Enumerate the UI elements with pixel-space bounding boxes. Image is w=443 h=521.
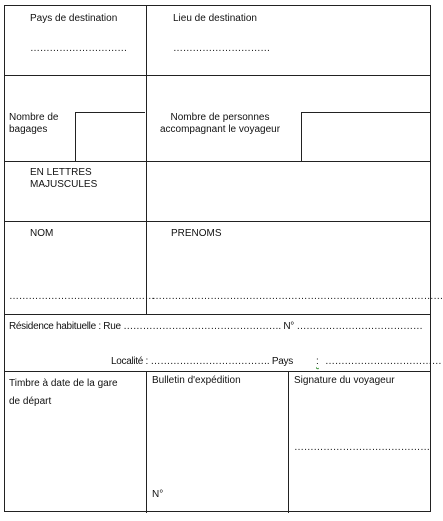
- traveler-signature-field[interactable]: ……………………………………: [294, 442, 430, 453]
- divider-vertical-footer-left: [146, 371, 147, 513]
- destination-place-field[interactable]: …………………………: [173, 43, 271, 54]
- divider-after-capitals-note: [5, 221, 430, 222]
- companions-count-box-side: [301, 112, 302, 161]
- destination-place-label: Lieu de destination: [173, 13, 257, 24]
- traveler-signature-label: Signature du voyageur: [294, 375, 395, 386]
- divider-vertical-upper: [146, 6, 147, 315]
- residence-country-colon: :: [316, 356, 319, 367]
- destination-country-field[interactable]: …………………………: [30, 43, 128, 54]
- companions-count-box-top: [301, 112, 430, 113]
- residence-country-field[interactable]: ………………………………: [325, 356, 442, 367]
- shipping-bulletin-label: Bulletin d'expédition: [152, 375, 241, 386]
- shipping-bulletin-number[interactable]: N°: [152, 489, 164, 500]
- luggage-count-box-top: [75, 112, 145, 113]
- baggage-declaration-form: [4, 5, 443, 512]
- divider-after-names: [5, 314, 430, 315]
- capital-letters-note: EN LETTRES MAJUSCULES: [30, 167, 98, 190]
- luggage-count-label: Nombre de bagages: [9, 112, 59, 135]
- destination-country-label: Pays de destination: [30, 13, 118, 24]
- surname-field[interactable]: ………………………………………: [9, 291, 155, 302]
- first-names-field[interactable]: ………………………………………………………………………………: [152, 291, 443, 302]
- surname-label: NOM: [30, 228, 54, 239]
- divider-after-residence: [5, 371, 430, 372]
- divider-vertical-footer-right: [288, 371, 289, 513]
- divider-after-counts: [5, 161, 430, 162]
- luggage-count-box-side: [75, 112, 76, 161]
- divider-after-destination: [5, 75, 430, 76]
- residence-locality-line[interactable]: Localité : ………………………………. Pays: [111, 356, 293, 367]
- residence-street-line[interactable]: Résidence habituelle : Rue …………………………………………. N° …………………………………: [9, 321, 423, 332]
- first-names-label: PRENOMS: [171, 228, 222, 239]
- departure-stamp-label: Timbre à date de la gare de départ: [9, 378, 118, 407]
- companions-count-label: Nombre de personnes accompagnant le voyageur: [159, 112, 281, 135]
